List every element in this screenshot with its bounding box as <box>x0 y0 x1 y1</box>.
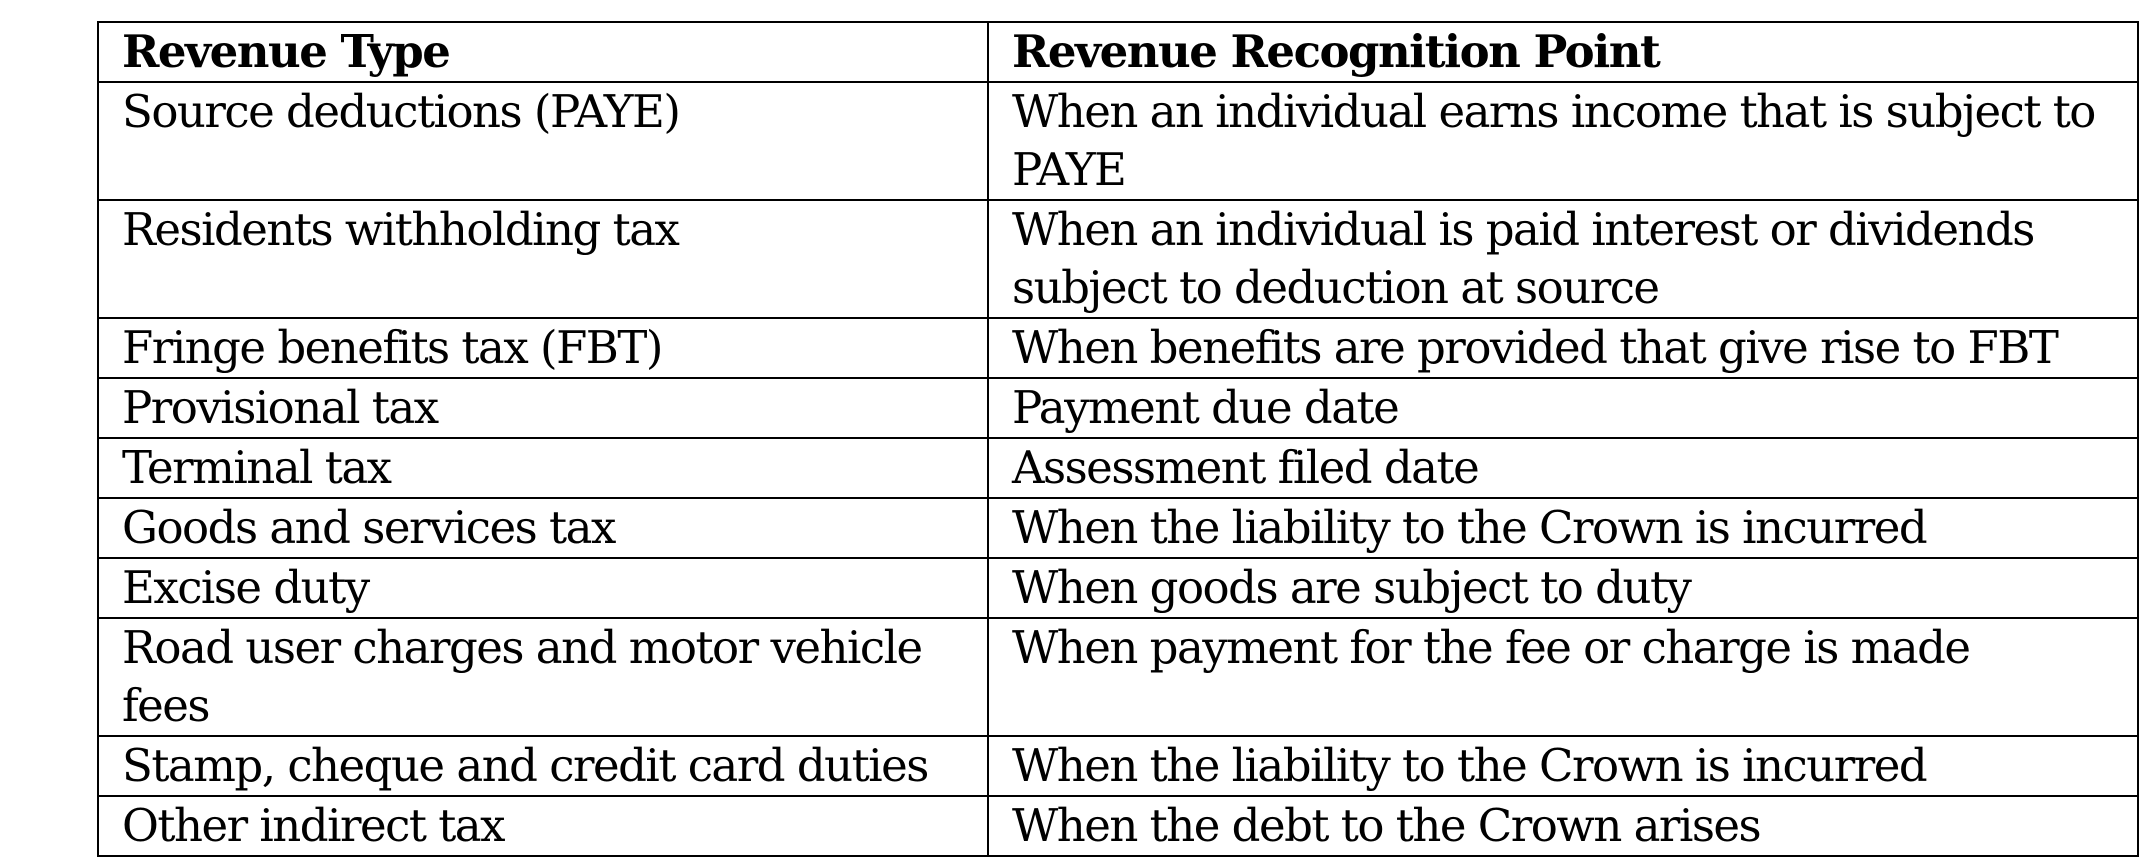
table-header-row <box>98 22 2138 82</box>
recognition-point-cell: When the debt to the Crown arises <box>988 796 2138 856</box>
recognition-point-cell: When the liability to the Crown is incurred <box>988 736 2138 796</box>
recognition-point-cell: When goods are subject to duty <box>988 558 2138 618</box>
revenue-recognition-table <box>97 21 2139 857</box>
table-row <box>98 618 2138 736</box>
revenue-type-cell: Provisional tax <box>98 378 988 438</box>
table-row <box>98 378 2138 438</box>
recognition-point-cell: When an individual is paid interest or dividends subject to deduction at source <box>988 200 2138 318</box>
revenue-type-cell: Residents withholding tax <box>98 200 988 318</box>
table-row <box>98 736 2138 796</box>
recognition-point-cell: Payment due date <box>988 378 2138 438</box>
column-header-revenue-type: Revenue Type <box>98 22 988 82</box>
recognition-point-cell: Assessment filed date <box>988 438 2138 498</box>
table-row <box>98 796 2138 856</box>
revenue-type-cell: Terminal tax <box>98 438 988 498</box>
column-header-recognition-point: Revenue Recognition Point <box>988 22 2138 82</box>
table-row <box>98 200 2138 318</box>
table-row <box>98 82 2138 200</box>
revenue-type-cell: Other indirect tax <box>98 796 988 856</box>
table-row <box>98 558 2138 618</box>
revenue-type-cell: Excise duty <box>98 558 988 618</box>
revenue-type-cell: Road user charges and motor vehicle fees <box>98 618 988 736</box>
recognition-point-cell: When the liability to the Crown is incurred <box>988 498 2138 558</box>
recognition-point-cell: When payment for the fee or charge is made <box>988 618 2138 736</box>
recognition-point-cell: When benefits are provided that give rise to FBT <box>988 318 2138 378</box>
table-row <box>98 498 2138 558</box>
table-row <box>98 438 2138 498</box>
revenue-type-cell: Source deductions (PAYE) <box>98 82 988 200</box>
revenue-type-cell: Stamp, cheque and credit card duties <box>98 736 988 796</box>
recognition-point-cell: When an individual earns income that is subject to PAYE <box>988 82 2138 200</box>
table-row <box>98 318 2138 378</box>
revenue-type-cell: Fringe benefits tax (FBT) <box>98 318 988 378</box>
revenue-type-cell: Goods and services tax <box>98 498 988 558</box>
